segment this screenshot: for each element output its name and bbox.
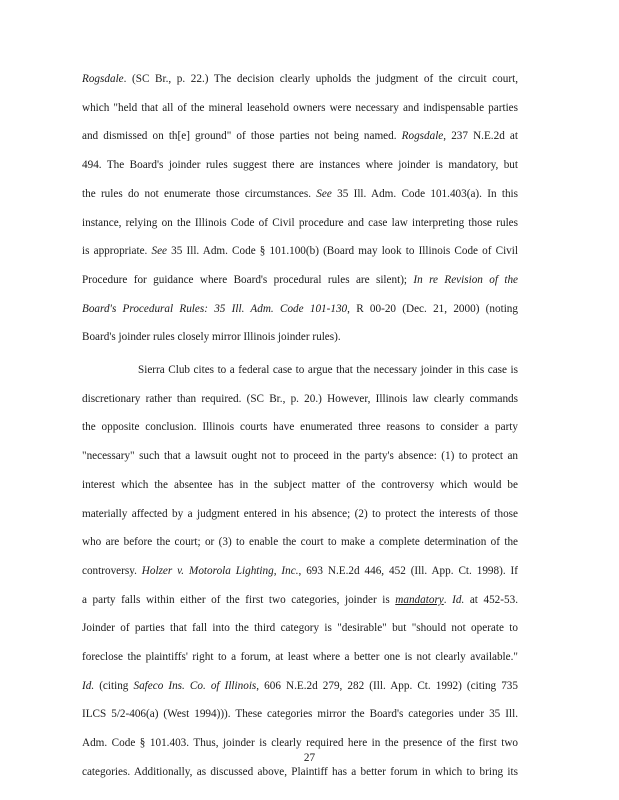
text-segment: Rogsdale	[82, 73, 124, 85]
text-segment: , R 00-20 (Dec. 21, 2000) (noting	[347, 302, 518, 315]
text-segment: Sierra Club cites to a federal case to argue that the necessary joinder in this case is	[138, 364, 518, 376]
text-segment: . (SC Br., p. 22.) The decision clearly upholds the judgment of the circuit court,	[123, 73, 518, 85]
text-segment: foreclose the plaintiffs' right to a forum, at least where a better one is not clearly available."	[82, 651, 518, 663]
text-line	[82, 478, 518, 492]
text-segment: which "held that all of the mineral leasehold owners were necessary and indispensable parties	[82, 101, 518, 114]
text-segment: materially affected by a judgment entered in his absence; (2) to protect the interests of those	[82, 507, 518, 520]
text-segment: .	[443, 593, 453, 606]
text-segment: controversy.	[82, 564, 142, 577]
text-line	[82, 101, 518, 115]
text-segment: Id.	[82, 679, 95, 692]
text-segment: the rules do not enumerate those circumstances.	[82, 187, 317, 200]
text-line	[82, 187, 518, 201]
text-segment: , 606 N.E.2d 279, 282 (Ill. App. Ct. 1992) (citing 735	[256, 679, 518, 692]
text-segment: interest which the absentee has in the subject matter of the controversy which would be	[82, 478, 518, 491]
text-line	[82, 535, 518, 549]
text-segment: , 693 N.E.2d 446, 452 (Ill. App. Ct. 1998). If	[298, 564, 518, 577]
text-line	[82, 507, 518, 521]
text-segment: Id.	[452, 593, 465, 606]
text-line	[82, 392, 518, 406]
text-segment: is appropriate.	[82, 245, 152, 258]
text-segment: and dismissed on th[e] ground" of those parties not being named.	[82, 130, 402, 143]
text-line	[82, 330, 518, 344]
text-segment: 494. The Board's joinder rules suggest there are instances where joinder is mandatory, but	[82, 159, 518, 172]
text-line	[82, 621, 518, 635]
text-segment: 35 Ill. Adm. Code § 101.100(b) (Board may look to Illinois Code of Civil	[167, 245, 518, 258]
text-segment: at 452-53.	[464, 593, 518, 606]
text-line	[82, 129, 518, 143]
text-segment: Adm. Code § 101.403. Thus, joinder is clearly required here in the presence of the first two	[82, 737, 518, 750]
text-line	[82, 158, 518, 172]
text-segment: the opposite conclusion. Illinois courts have enumerated three reasons to consider a party	[82, 421, 518, 434]
text-segment: a party falls within either of the first two categories, joinder is	[82, 593, 396, 606]
text-segment: Procedure for guidance where Board's procedural rules are silent);	[82, 273, 414, 286]
text-line	[82, 736, 518, 750]
text-line	[82, 216, 518, 230]
text-line	[82, 244, 518, 258]
page-number: 27	[303, 752, 316, 764]
text-segment: mandatory	[395, 593, 444, 606]
text-segment: "necessary" such that a lawsuit ought not to proceed in the party's absence: (1) to protect an	[82, 450, 518, 463]
text-segment: instance, relying on the Illinois Code of Civil procedure and case law interpreting those rules	[82, 216, 518, 229]
text-line	[82, 679, 518, 693]
text-line	[82, 564, 518, 578]
text-segment: Joinder of parties that fall into the third category is "desirable" but "should not operate to	[82, 622, 518, 635]
text-line	[82, 593, 518, 607]
text-segment: categories. Additionally, as discussed above, Plaintiff has a better forum in which to bring its	[82, 765, 518, 778]
text-line	[82, 650, 518, 664]
text-segment: Holzer v. Motorola Lighting, Inc.	[141, 564, 299, 577]
text-segment: Rogsdale	[401, 130, 444, 143]
text-line	[82, 72, 518, 86]
text-segment: , 237 N.E.2d at	[443, 130, 518, 143]
text-line	[82, 302, 518, 316]
text-line	[82, 765, 518, 779]
text-segment: Board's Procedural Rules: 35 Ill. Adm. Code 101-130	[82, 302, 348, 315]
text-line	[82, 449, 518, 463]
text-segment: In re Revision of the	[413, 273, 518, 286]
text-segment: See	[316, 187, 332, 200]
text-segment: Board's joinder rules closely mirror Illinois joinder rules).	[82, 331, 341, 344]
text-segment: 35 Ill. Adm. Code 101.403(a). In this	[331, 187, 518, 200]
text-line	[138, 363, 518, 377]
text-segment: (citing	[94, 679, 134, 692]
text-segment: ILCS 5/2-406(a) (West 1994))). These categories mirror the Board's categories under 35 Ill.	[82, 708, 518, 721]
text-line	[82, 273, 518, 287]
text-line	[82, 420, 518, 434]
text-segment: who are before the court; or (3) to enable the court to make a complete determination of the	[82, 536, 518, 549]
text-line	[82, 707, 518, 721]
text-segment: discretionary rather than required. (SC Br., p. 20.) However, Illinois law clearly commands	[82, 392, 518, 405]
text-segment: See	[151, 245, 168, 258]
text-segment: Safeco Ins. Co. of Illinois	[133, 679, 257, 692]
